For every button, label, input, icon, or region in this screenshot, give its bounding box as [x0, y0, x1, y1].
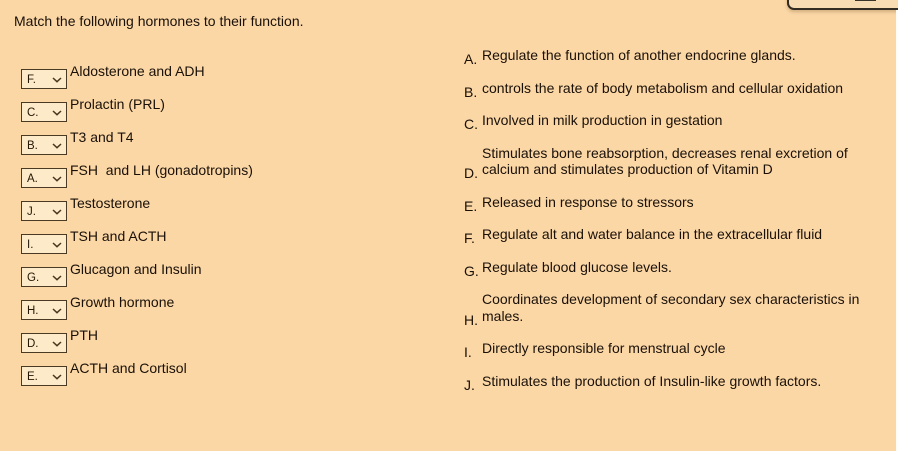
function-text: Regulate the function of another endocrine glands.: [482, 47, 796, 63]
selected-answer: I.: [27, 239, 34, 251]
function-text: controls the rate of body metabolism and cellular oxidation: [482, 79, 844, 96]
chevron-down-icon: [52, 176, 62, 182]
hormone-label: Aldosterone and ADH: [70, 63, 205, 79]
function-text: Regulate blood glucose levels.: [482, 258, 672, 275]
selected-answer: E.: [27, 371, 38, 383]
function-item-c: [464, 112, 876, 132]
selected-answer: H.: [27, 305, 39, 317]
function-item-g: [464, 258, 876, 279]
chevron-down-icon: [52, 110, 62, 116]
answer-select-glucagon-insulin[interactable]: [21, 267, 67, 287]
hormone-list: [21, 63, 253, 393]
selected-answer: J.: [27, 206, 36, 218]
function-text: Released in response to stressors: [482, 193, 694, 210]
answer-select-acth-cortisol[interactable]: [21, 366, 67, 386]
function-text: Directly responsible for menstrual cycle: [482, 340, 726, 356]
function-letter: D.: [464, 165, 478, 181]
answer-select-fsh-lh[interactable]: [21, 168, 67, 188]
match-row-pth: [21, 327, 253, 353]
answer-select-aldosterone-adh[interactable]: [21, 69, 67, 89]
function-text: Regulate alt and water balance in the extracellular fluid: [482, 226, 823, 242]
hormone-label: Testosterone: [70, 195, 151, 211]
answer-select-pth[interactable]: [21, 333, 67, 353]
selected-answer: D.: [27, 338, 39, 350]
page-title: Match the following hormones to their function.: [14, 13, 304, 29]
chevron-down-icon: [52, 308, 62, 314]
function-letter: I.: [464, 344, 472, 360]
answer-select-tsh-acth[interactable]: [21, 234, 67, 254]
match-row-tsh-acth: [21, 228, 253, 254]
hormone-label: ACTH and Cortisol: [70, 360, 187, 376]
match-row-acth-cortisol: [21, 360, 253, 386]
cropped-panel-notch: [855, 0, 876, 1]
chevron-down-icon: [52, 143, 62, 149]
answer-select-testosterone[interactable]: [21, 201, 67, 221]
function-item-i: [464, 340, 876, 360]
cropped-panel-fragment: [787, 0, 898, 10]
chevron-down-icon: [52, 77, 62, 83]
match-row-growth-hormone: [21, 294, 253, 320]
match-row-t3-t4: [21, 129, 253, 155]
function-letter: C.: [464, 116, 478, 132]
function-list: [464, 47, 876, 405]
function-letter: A.: [464, 51, 478, 67]
match-row-testosterone: [21, 195, 253, 221]
selected-answer: C.: [27, 107, 39, 119]
hormone-label: TSH and ACTH: [70, 228, 167, 244]
function-text: Stimulates the production of Insulin-like growth factors.: [482, 372, 822, 389]
function-item-d: [464, 144, 876, 181]
chevron-down-icon: [52, 374, 62, 380]
selected-answer: B.: [27, 140, 38, 152]
function-text: Stimulates bone reabsorption, decreases renal excretion of calcium and stimulates production of Vitamin D: [482, 144, 848, 177]
function-text: Involved in milk production in gestation: [482, 112, 723, 128]
hormone-label: T3 and T4: [70, 129, 134, 145]
answer-select-prolactin[interactable]: [21, 102, 67, 122]
function-letter: F.: [464, 230, 475, 246]
function-letter: B.: [464, 83, 478, 100]
chevron-down-icon: [52, 209, 62, 215]
function-item-j: [464, 372, 876, 393]
hormone-label: Glucagon and Insulin: [70, 261, 202, 277]
selected-answer: A.: [27, 173, 38, 185]
hormone-label: Prolactin (PRL): [70, 96, 165, 112]
chevron-down-icon: [52, 341, 62, 347]
chevron-down-icon: [52, 242, 62, 248]
selected-answer: F.: [27, 74, 36, 86]
answer-select-growth-hormone[interactable]: [21, 300, 67, 320]
answer-select-t3-t4[interactable]: [21, 135, 67, 155]
function-item-e: [464, 193, 876, 214]
function-letter: E.: [464, 197, 478, 214]
hormone-label: Growth hormone: [70, 294, 175, 310]
function-item-f: [464, 226, 876, 246]
selected-answer: G.: [27, 272, 40, 284]
hormone-label: FSH and LH (gonadotropins): [70, 162, 253, 178]
chevron-down-icon: [52, 275, 62, 281]
match-row-aldosterone-adh: [21, 63, 253, 89]
hormone-label: PTH: [70, 327, 98, 343]
match-row-fsh-lh: [21, 162, 253, 188]
match-row-glucagon-insulin: [21, 261, 253, 287]
match-row-prolactin: [21, 96, 253, 122]
function-letter: H.: [464, 311, 478, 328]
function-letter: J.: [464, 376, 475, 393]
function-item-b: [464, 79, 876, 100]
function-letter: G.: [464, 262, 479, 279]
function-item-a: [464, 47, 876, 67]
function-text: Coordinates development of secondary sex characteristics in males.: [482, 291, 860, 324]
function-item-h: [464, 291, 876, 328]
